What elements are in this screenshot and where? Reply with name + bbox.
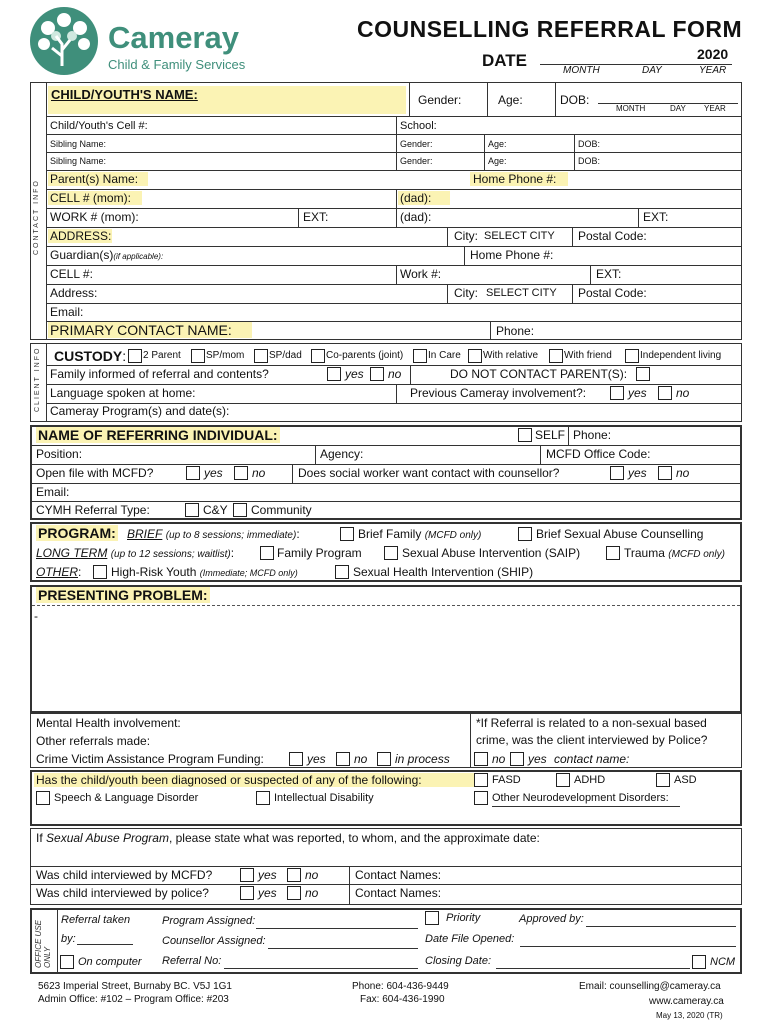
- custody-option-label: 2 Parent: [143, 350, 181, 361]
- sa-text-c: , please state what was reported, to whom, and the approximate date:: [168, 831, 540, 845]
- custody-option-label: In Care: [428, 350, 461, 361]
- priority-checkbox[interactable]: [425, 911, 439, 925]
- police-interview-yes-label: yes: [258, 886, 277, 900]
- footer-email[interactable]: Email: counselling@cameray.ca: [579, 981, 721, 992]
- dob-day: DAY: [670, 104, 686, 113]
- footer-website[interactable]: www.cameray.ca: [649, 996, 724, 1007]
- mcfd-office-code-label: MCFD Office Code:: [546, 447, 651, 461]
- police-yes-label: yes: [528, 752, 547, 766]
- guardian-city-label: City:: [454, 286, 478, 300]
- community-checkbox[interactable]: [233, 503, 247, 517]
- on-computer-label: On computer: [78, 956, 142, 968]
- divider: [572, 227, 573, 246]
- referral-by-label: by:: [61, 933, 76, 945]
- sibling-gender-1: Gender:: [400, 139, 433, 149]
- language-label: Language spoken at home:: [50, 386, 196, 400]
- sibling-gender-2: Gender:: [400, 156, 433, 166]
- do-not-contact-checkbox[interactable]: [636, 367, 650, 381]
- asd-label: ASD: [674, 774, 697, 786]
- divider: [315, 445, 316, 464]
- police-interview-no-checkbox[interactable]: [287, 886, 301, 900]
- program-assigned-label: Program Assigned:: [162, 915, 256, 927]
- guardian-note: (if applicable):: [113, 252, 164, 261]
- custody-option-checkbox[interactable]: [311, 349, 325, 363]
- guardian-ext-label: EXT:: [596, 267, 622, 281]
- logo-icon: [26, 6, 102, 76]
- city-select[interactable]: SELECT CITY: [484, 230, 555, 242]
- intellectual-checkbox[interactable]: [256, 791, 270, 805]
- trauma-note: (MCFD only): [668, 549, 725, 560]
- position-label: Position:: [36, 447, 83, 461]
- ncm-checkbox[interactable]: [692, 955, 706, 969]
- cell-dad-label: (dad):: [398, 191, 450, 205]
- primary-phone-label: Phone:: [496, 324, 535, 338]
- brand-subtitle: Child & Family Services: [108, 57, 246, 72]
- divider: [492, 806, 680, 807]
- police-interview-yes-checkbox[interactable]: [240, 886, 254, 900]
- dashed-divider: [32, 605, 740, 606]
- divider: [555, 83, 556, 116]
- sw-contact-yes-label: yes: [628, 466, 647, 480]
- diagnosis-question: Has the child/youth been diagnosed or suspected of any of the following:: [34, 773, 474, 787]
- guardian-cell-label: CELL #:: [50, 267, 93, 281]
- guardian-city-select[interactable]: SELECT CITY: [486, 287, 557, 299]
- divider: [409, 83, 410, 116]
- referrer-phone-label: Phone:: [573, 428, 612, 442]
- custody-option-checkbox[interactable]: [128, 349, 142, 363]
- work-dad-label: (dad):: [400, 210, 432, 224]
- police-no-checkbox[interactable]: [474, 752, 488, 766]
- divider: [487, 83, 488, 116]
- divider: [46, 303, 742, 304]
- cvap-yes-label: yes: [307, 752, 326, 766]
- sibling-age-2: Age:: [488, 156, 507, 166]
- presenting-problem-text[interactable]: -: [34, 609, 38, 623]
- divider: [520, 946, 736, 947]
- previous-involvement-label: Previous Cameray involvement?:: [410, 386, 587, 400]
- divider: [638, 208, 639, 227]
- child-cell-label: Child/Youth's Cell #:: [50, 120, 148, 132]
- other-referrals-label: Other referrals made:: [36, 734, 151, 748]
- divider: [396, 116, 397, 170]
- guardian-address-label: Address:: [50, 286, 98, 300]
- informed-no-label: no: [388, 367, 402, 381]
- priority-label: Priority: [446, 912, 481, 924]
- referral-no-label: Referral No:: [162, 955, 222, 967]
- client-side-label: CLIENT INFO: [34, 346, 41, 412]
- informed-yes-checkbox[interactable]: [327, 367, 341, 381]
- do-not-contact-label: DO NOT CONTACT PARENT(S):: [450, 367, 628, 381]
- divider: [540, 445, 541, 464]
- cymh-label: CYMH Referral Type:: [36, 503, 150, 517]
- cvap-label: Crime Victim Assistance Program Funding:: [36, 752, 264, 766]
- saip-label: Sexual Abuse Intervention (SAIP): [402, 546, 581, 560]
- long-term-note: (up to 12 sessions; waitlist): [110, 549, 231, 560]
- custody-option-label: With relative: [483, 350, 539, 361]
- guardian-text: Guardian(s): [50, 248, 114, 262]
- divider: [46, 152, 742, 153]
- divider: [46, 116, 742, 117]
- long-term-text: LONG TERM: [36, 546, 108, 560]
- office-side-divider: [57, 909, 58, 973]
- cell-mom-label: CELL # (mom):: [48, 191, 142, 205]
- divider: [46, 170, 742, 171]
- referral-taken-label: Referral taken: [61, 914, 131, 926]
- previous-yes-label: yes: [628, 386, 647, 400]
- sw-contact-yes-checkbox[interactable]: [610, 466, 624, 480]
- custody-colon: :: [122, 348, 127, 364]
- year-value[interactable]: 2020: [697, 46, 729, 62]
- cvap-yes-checkbox[interactable]: [289, 752, 303, 766]
- footer-address: 5623 Imperial Street, Burnaby BC. V5J 1G1: [38, 981, 232, 992]
- program-label: PROGRAM:: [38, 525, 116, 541]
- custody-option-checkbox[interactable]: [625, 349, 639, 363]
- guardian-postal-label: Postal Code:: [578, 286, 647, 300]
- parents-name-label: Parent(s) Name:: [48, 172, 148, 186]
- divider: [470, 713, 471, 768]
- open-file-yes-checkbox[interactable]: [186, 466, 200, 480]
- divider: [31, 464, 741, 465]
- divider: [396, 265, 397, 284]
- footer-offices: Admin Office: #102 – Program Office: #203: [38, 994, 229, 1005]
- ship-label: Sexual Health Intervention (SHIP): [353, 565, 534, 579]
- informed-no-checkbox[interactable]: [370, 367, 384, 381]
- mcfd-interview-yes-label: yes: [258, 868, 277, 882]
- age-label: Age:: [498, 93, 523, 107]
- counsellor-assigned-label: Counsellor Assigned:: [162, 935, 266, 947]
- divider: [46, 227, 742, 228]
- cy-label: C&Y: [203, 503, 228, 517]
- primary-contact-label: PRIMARY CONTACT NAME:: [48, 322, 252, 338]
- referring-title-text: NAME OF REFERRING INDIVIDUAL: [38, 427, 273, 443]
- custody-option-label: SP/mom: [206, 350, 245, 361]
- fasd-checkbox[interactable]: [474, 773, 488, 787]
- saip-checkbox[interactable]: [384, 546, 398, 560]
- date-file-opened-label: Date File Opened:: [425, 933, 515, 945]
- police-contact-name-label: contact name:: [554, 752, 630, 766]
- client-side-divider: [46, 343, 47, 422]
- year-label: YEAR: [699, 65, 727, 76]
- open-file-no-label: no: [252, 466, 266, 480]
- divider: [464, 246, 465, 265]
- other-neuro-label: Other Neurodevelopment Disorders:: [492, 792, 669, 804]
- divider: [46, 365, 742, 366]
- custody-option-checkbox[interactable]: [549, 349, 563, 363]
- mcfd-interview-no-checkbox[interactable]: [287, 868, 301, 882]
- informed-yes-label: yes: [345, 367, 364, 381]
- home-phone-label: Home Phone #:: [470, 172, 568, 186]
- dob-year: YEAR: [704, 104, 726, 113]
- office-side-label: OFFICE USE ONLY: [34, 919, 52, 968]
- divider: [46, 265, 742, 266]
- contact-side-label: CONTACT INFO: [33, 179, 40, 255]
- date-label: DATE: [482, 51, 528, 70]
- cvap-no-label: no: [354, 752, 368, 766]
- work-mom-label: WORK # (mom):: [50, 210, 139, 224]
- custody-option-label: SP/dad: [269, 350, 302, 361]
- form-title: COUNSELLING REFERRAL FORM: [357, 16, 743, 42]
- divider: [31, 445, 741, 446]
- dob-label: DOB:: [560, 93, 590, 107]
- brief-label: BRIEF (up to 8 sessions; immediate):: [127, 527, 300, 541]
- child-name-label: CHILD/YOUTH'S NAME:: [48, 86, 406, 114]
- divider: [572, 284, 573, 303]
- work-mom-ext: EXT:: [303, 210, 329, 224]
- divider: [590, 265, 591, 284]
- self-label: SELF: [535, 428, 566, 442]
- community-label: Community: [251, 503, 312, 517]
- address-label: ADDRESS:: [50, 229, 112, 243]
- cvap-in-process-label: in process: [395, 752, 450, 766]
- high-risk-label: [111, 565, 298, 579]
- custody-option-checkbox[interactable]: [413, 349, 427, 363]
- family-program-label: Family Program: [277, 546, 362, 560]
- long-term-label: LONG TERM (up to 12 sessions; waitlist):: [36, 546, 235, 560]
- dob-month: MONTH: [616, 104, 646, 113]
- mcfd-interview-label: Was child interviewed by MCFD?: [36, 868, 213, 882]
- ncm-label: NCM: [710, 956, 736, 968]
- police-interview-label: Was child interviewed by police?: [36, 886, 209, 900]
- police-no-label: no: [492, 752, 506, 766]
- intellectual-label: Intellectual Disability: [274, 792, 374, 804]
- custody-option-label: Co-parents (joint): [326, 350, 404, 361]
- sibling-name-2: Sibling Name:: [50, 156, 107, 166]
- custody-option-checkbox[interactable]: [191, 349, 205, 363]
- police-yes-checkbox[interactable]: [510, 752, 524, 766]
- speech-label: Speech & Language Disorder: [54, 792, 199, 804]
- police-contact-names-label: Contact Names:: [355, 886, 442, 900]
- previous-no-label: no: [676, 386, 690, 400]
- brand-name: Cameray: [108, 20, 239, 55]
- divider: [410, 365, 411, 384]
- work-dad-ext: EXT:: [643, 210, 669, 224]
- divider: [349, 866, 350, 905]
- divider: [31, 866, 741, 867]
- brief-sa-checkbox[interactable]: [518, 527, 532, 541]
- referrer-email-label: Email:: [36, 485, 70, 499]
- divider: [447, 227, 448, 246]
- cvap-in-process-checkbox[interactable]: [377, 752, 391, 766]
- brief-text: BRIEF: [127, 527, 163, 541]
- family-informed-label: Family informed of referral and contents?: [50, 367, 269, 381]
- footer-version: May 13, 2020 (TR): [656, 1011, 723, 1020]
- family-program-checkbox[interactable]: [260, 546, 274, 560]
- mcfd-contact-names-label: Contact Names:: [355, 868, 442, 882]
- previous-yes-checkbox[interactable]: [610, 386, 624, 400]
- mental-health-label: Mental Health involvement:: [36, 716, 181, 730]
- divider: [396, 384, 397, 403]
- sw-contact-label: Does social worker want contact with counsellor?: [298, 466, 560, 480]
- sa-text-a: If: [36, 831, 47, 845]
- speech-checkbox[interactable]: [36, 791, 50, 805]
- previous-no-checkbox[interactable]: [658, 386, 672, 400]
- mcfd-interview-yes-checkbox[interactable]: [240, 868, 254, 882]
- referring-title: NAME OF REFERRING INDIVIDUAL:: [38, 427, 278, 443]
- divider: [46, 284, 742, 285]
- email-label: Email:: [50, 305, 84, 319]
- adhd-checkbox[interactable]: [556, 773, 570, 787]
- divider: [256, 928, 418, 929]
- divider: [568, 426, 569, 445]
- brief-family-note: (MCFD only): [424, 530, 482, 541]
- high-risk-text: High-Risk Youth: [111, 565, 197, 579]
- sibling-name-1: Sibling Name:: [50, 139, 107, 149]
- divider: [46, 134, 742, 135]
- presenting-problem-title: PRESENTING PROBLEM:: [38, 587, 208, 603]
- other-text: OTHER: [36, 565, 78, 579]
- cy-checkbox[interactable]: [185, 503, 199, 517]
- brief-family-label: [358, 527, 481, 541]
- sibling-age-1: Age:: [488, 139, 507, 149]
- custody-option-checkbox[interactable]: [468, 349, 482, 363]
- divider: [292, 464, 293, 483]
- divider: [46, 246, 742, 247]
- divider: [77, 944, 133, 945]
- police-interview-question: crime, was the client interviewed by Police?: [476, 733, 708, 747]
- police-interview-no-label: no: [305, 886, 319, 900]
- closing-date-label: Closing Date:: [425, 955, 492, 967]
- trauma-text: Trauma: [624, 546, 665, 560]
- sa-text-b: Sexual Abuse Program: [46, 831, 169, 845]
- custody-option-checkbox[interactable]: [254, 349, 268, 363]
- sw-contact-no-label: no: [676, 466, 690, 480]
- school-label: School:: [400, 120, 437, 132]
- brief-note: (up to 8 sessions; immediate): [165, 530, 297, 541]
- custody-option-label: With friend: [564, 350, 612, 361]
- cvap-no-checkbox[interactable]: [336, 752, 350, 766]
- open-file-no-checkbox[interactable]: [234, 466, 248, 480]
- other-neuro-checkbox[interactable]: [474, 791, 488, 805]
- adhd-label: ADHD: [574, 774, 606, 786]
- mcfd-interview-no-label: no: [305, 868, 319, 882]
- divider: [496, 968, 690, 969]
- footer-fax: Fax: 604-436-1990: [360, 994, 445, 1005]
- contact-side-divider: [46, 82, 47, 340]
- divider: [224, 968, 418, 969]
- divider: [46, 384, 742, 385]
- brief-family-checkbox[interactable]: [340, 527, 354, 541]
- trauma-checkbox[interactable]: [606, 546, 620, 560]
- open-file-yes-label: yes: [204, 466, 223, 480]
- sibling-dob-2: DOB:: [578, 156, 601, 166]
- divider: [586, 926, 736, 927]
- postal-code-label: Postal Code:: [578, 229, 647, 243]
- on-computer-checkbox[interactable]: [60, 955, 74, 969]
- divider: [490, 321, 491, 340]
- non-sexual-note: *If Referral is related to a non-sexual based: [476, 716, 707, 730]
- divider: [447, 284, 448, 303]
- brief-family-text: Brief Family: [358, 527, 422, 541]
- other-label: OTHER:: [36, 565, 82, 579]
- guardian-work-label: Work #:: [400, 267, 442, 281]
- day-label: DAY: [642, 65, 662, 76]
- custody-option-label: Independent living: [640, 350, 722, 361]
- sw-contact-no-checkbox[interactable]: [658, 466, 672, 480]
- gender-label: Gender:: [418, 93, 462, 107]
- high-risk-checkbox[interactable]: [93, 565, 107, 579]
- month-label: MONTH: [563, 65, 600, 76]
- agency-label: Agency:: [320, 447, 364, 461]
- approved-by-label: Approved by:: [519, 913, 584, 925]
- sexual-abuse-question: [36, 831, 540, 845]
- self-checkbox[interactable]: [518, 428, 532, 442]
- custody-text: CUSTODY: [54, 348, 123, 364]
- divider: [31, 483, 741, 484]
- brief-sa-label: Brief Sexual Abuse Counselling: [536, 527, 704, 541]
- trauma-label: [624, 546, 725, 560]
- divider: [46, 189, 742, 190]
- ship-checkbox[interactable]: [335, 565, 349, 579]
- guardian-home-phone: Home Phone #:: [470, 248, 554, 262]
- high-risk-note: (Immediate; MCFD only): [199, 568, 298, 578]
- divider: [268, 948, 418, 949]
- divider: [298, 208, 299, 227]
- divider: [31, 501, 741, 502]
- open-file-label: Open file with MCFD?: [36, 466, 154, 480]
- guardian-label: [50, 248, 163, 262]
- divider: [31, 884, 741, 885]
- custody-label: [54, 348, 126, 364]
- city-label: City:: [454, 229, 478, 243]
- footer-phone: Phone: 604-436-9449: [352, 981, 449, 992]
- asd-checkbox[interactable]: [656, 773, 670, 787]
- cameray-programs-label: Cameray Program(s) and date(s):: [50, 404, 230, 418]
- fasd-label: FASD: [492, 774, 521, 786]
- sibling-dob-1: DOB:: [578, 139, 601, 149]
